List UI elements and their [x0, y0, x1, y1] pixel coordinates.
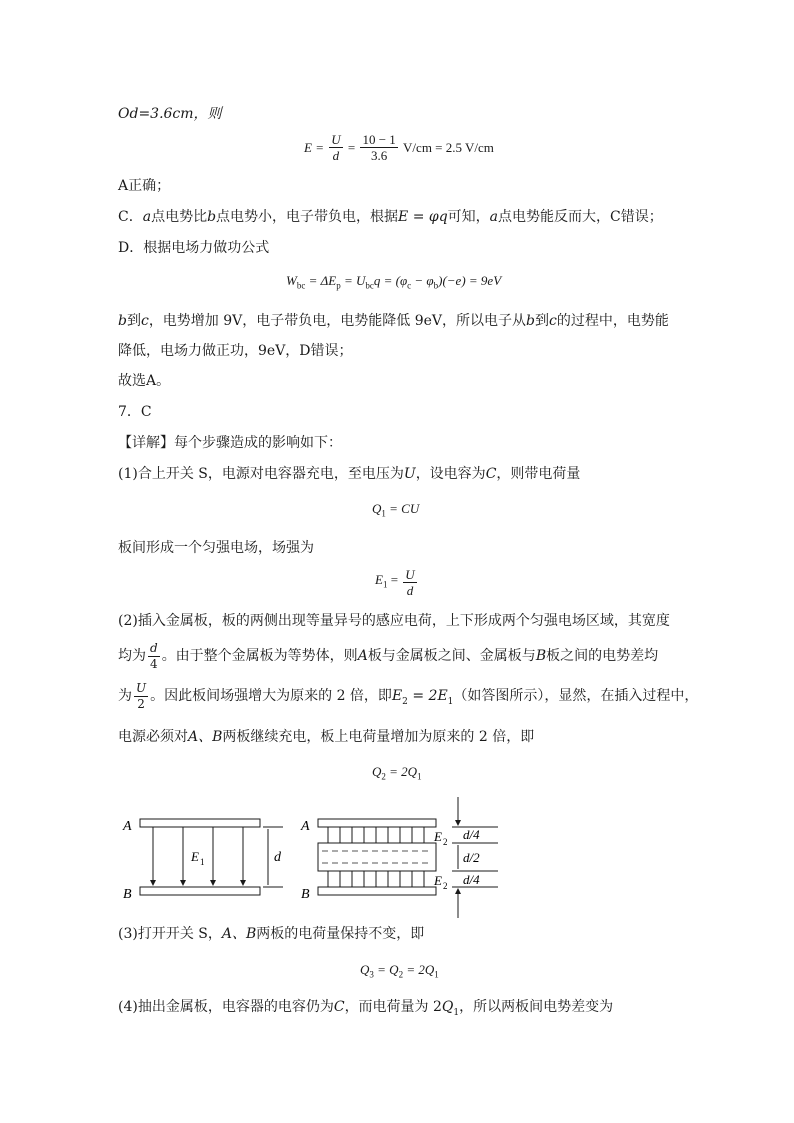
var-ab: A、B	[221, 926, 257, 942]
left-capacitor	[122, 819, 283, 902]
line-text: 【详解】每个步骤造成的影响如下：	[118, 435, 342, 451]
line-text: (4)抽出金属板，电容器的电容仍为	[118, 999, 334, 1015]
eq-part: E	[375, 572, 383, 588]
text-line-7	[118, 311, 669, 331]
text-line-8	[118, 341, 353, 361]
detail-heading	[118, 433, 342, 453]
equation-e1	[375, 567, 419, 598]
frac-num: U	[136, 680, 147, 695]
label-e1-sub: 1	[200, 857, 205, 867]
text-line-16	[118, 611, 670, 631]
line-text: ，设电容为	[415, 466, 486, 482]
fraction-values	[360, 132, 397, 163]
var-ab: A、B	[188, 729, 223, 745]
eq-part: = Q	[373, 962, 399, 977]
label-e2-top: E	[434, 829, 442, 844]
line-text: Od=3.6cm，则	[118, 106, 222, 122]
eq-sub: bc	[365, 280, 374, 291]
frac-num: 10 − 1	[362, 132, 396, 147]
eq-part: )(−e) = 9eV	[438, 273, 502, 288]
text-line-14	[118, 538, 314, 558]
var-q: Q	[441, 999, 454, 1015]
frac-num: d	[150, 640, 158, 655]
eq-part: = 2Q	[403, 962, 435, 977]
text-line-3	[118, 176, 170, 196]
line-text: (2)插入金属板，板的两侧出现等量异号的感应电荷，上下形成两个匀强电场区域，其宽度	[118, 613, 670, 629]
label-plate-b: B	[301, 887, 310, 902]
eq-part: = ΔE	[305, 273, 337, 288]
line-text: 7．C	[118, 404, 152, 420]
line-text: 点电势能反而大，C错误；	[498, 209, 663, 225]
eq-sub: 3	[369, 969, 374, 980]
eq-part: Q	[372, 501, 382, 516]
capacitor-figure	[118, 795, 518, 920]
text-line-18	[118, 680, 698, 712]
fraction-u-over-2	[134, 681, 148, 712]
line-text: （如答图所示），显然，在插入过程中，	[453, 688, 699, 704]
line-text: 板之间的电势差均	[546, 648, 659, 664]
line-text: A正确；	[118, 178, 171, 194]
line-text: 电源必须对	[118, 729, 188, 745]
eq-part: = U	[340, 273, 366, 288]
line-text: 板间形成一个匀强电场，场强为	[118, 540, 314, 556]
metal-slab	[318, 843, 436, 871]
eq-sub: 2	[398, 969, 404, 980]
label-d: d	[274, 850, 281, 865]
line-text: ，电势增加 9V，电子带负电，电势能降低 9eV，所以电子从	[148, 313, 527, 329]
eq-sub: 1	[453, 1007, 460, 1018]
text-line-5	[118, 238, 269, 258]
right-capacitor	[300, 797, 498, 918]
line-text: 两板的电荷量保持不变，即	[256, 926, 425, 942]
line-text: 两板继续充电，板上电荷量增加为原来的 2 倍，即	[222, 729, 535, 745]
answer-number	[118, 402, 152, 422]
line-text: 的过程中，电势能	[556, 313, 669, 329]
line-text: 可知，	[447, 209, 490, 225]
var-a: A	[357, 648, 368, 664]
fraction-u-over-d	[403, 567, 416, 598]
line-text: (1)合上开关 S，电源对电容器充电，至电压为	[118, 466, 404, 482]
plate-b	[140, 887, 260, 895]
eq-sub: c	[407, 280, 412, 291]
frac-num: U	[331, 132, 341, 147]
text-line-1	[118, 104, 222, 124]
eq-sub: 1	[447, 696, 454, 707]
frac-den: d	[406, 583, 414, 598]
inline-formula: E = φq	[398, 209, 448, 225]
eq-sub: b	[433, 280, 439, 291]
frac-den: 4	[150, 656, 158, 671]
var-b: b	[526, 313, 536, 329]
text-line-19	[118, 727, 534, 747]
text-line-21	[118, 924, 424, 944]
top-field-lines	[328, 827, 424, 843]
label-plate-a: A	[123, 819, 132, 834]
label-d-half: d/2	[463, 850, 480, 865]
eq-sub: 1	[381, 508, 386, 519]
line-text: 板与金属板之间、金属板与	[367, 648, 536, 664]
label-e2-bottom: E	[434, 873, 442, 888]
line-text: 点电势小，电子带负电，根据	[216, 209, 399, 225]
text-line-9	[118, 371, 170, 391]
eq-sub: 2	[402, 696, 408, 707]
text-line-17	[118, 640, 658, 672]
text-line-23	[118, 997, 613, 1023]
frac-den: 3.6	[371, 148, 388, 163]
equation-q1	[372, 500, 419, 523]
label-e2-bottom-sub: 2	[443, 881, 448, 891]
equation-field-strength	[304, 132, 494, 163]
label-e1: E	[191, 849, 199, 864]
line-text: 。由于整个金属板为等势体，则	[161, 648, 358, 664]
var-a: a	[142, 209, 152, 225]
fraction-d-over-4	[148, 641, 160, 672]
var-c: C	[333, 999, 345, 1015]
label-plate-b: B	[123, 887, 132, 902]
frac-den: d	[332, 148, 340, 163]
eq-sub: bc	[296, 280, 306, 291]
text-line-4	[118, 207, 663, 227]
var-b: b	[118, 313, 127, 329]
bottom-field-lines	[328, 871, 424, 887]
eq-sub: 1	[382, 579, 388, 590]
eq-sub: 1	[434, 969, 439, 980]
frac-den: 2	[137, 696, 145, 711]
plate-a	[140, 819, 260, 827]
line-text: 为	[118, 688, 132, 704]
label-plate-a: A	[301, 819, 310, 834]
line-text: 点电势比	[151, 209, 208, 225]
plate-b	[318, 887, 436, 895]
label-d-quarter-bottom: d/4	[463, 872, 480, 887]
line-text: ，所以两板间电势差变为	[459, 999, 614, 1015]
eq-part: Q	[372, 764, 382, 779]
eq-part: − φ	[411, 273, 434, 288]
equation-q3	[360, 961, 439, 984]
var-c: c	[140, 313, 149, 329]
line-text: (3)打开开关 S，	[118, 926, 222, 942]
eq-part: W	[286, 273, 297, 288]
var-c: C	[485, 466, 497, 482]
text-line-12	[118, 464, 580, 484]
eq-sub: p	[336, 280, 341, 291]
eq-part: E	[391, 688, 403, 704]
line-text: 到	[535, 313, 550, 329]
label-d-quarter-top: d/4	[463, 827, 480, 842]
eq-sub: 1	[417, 771, 422, 782]
var-b: B	[535, 648, 547, 664]
eq-part: q = (φ	[373, 273, 408, 288]
equation-work	[286, 272, 501, 295]
eq-part: Q	[360, 962, 370, 977]
eq-part: = 2Q	[385, 764, 418, 779]
line-text: C．	[118, 209, 143, 225]
label-e2-top-sub: 2	[443, 837, 448, 847]
eq-sign: =	[387, 572, 399, 588]
eq-part: = CU	[385, 501, 420, 516]
eq-sign: =	[347, 139, 356, 155]
line-text: 。因此板间场强增大为原来的 2 倍，即	[150, 688, 392, 704]
eq-part: = 2E	[407, 688, 448, 704]
eq-sub: 2	[381, 771, 386, 782]
equation-q2	[372, 763, 422, 786]
frac-num: U	[405, 567, 415, 582]
fraction-u-over-d	[329, 132, 342, 163]
var-a: a	[489, 209, 499, 225]
plate-a	[318, 819, 436, 827]
eq-lhs: E =	[304, 139, 324, 155]
line-text: ，则带电荷量	[496, 466, 581, 482]
line-text: 故选A。	[118, 373, 171, 389]
line-text: 降低，电场力做正功，9eV，D错误；	[118, 343, 353, 359]
line-text: ，而电荷量为 2	[344, 999, 442, 1015]
line-text: D．根据电场力做功公式	[118, 240, 270, 256]
line-text: 到	[126, 313, 141, 329]
line-text: 均为	[118, 648, 146, 664]
var-u: U	[403, 466, 416, 482]
eq-rhs: V/cm = 2.5 V/cm	[403, 139, 494, 155]
var-b: b	[207, 209, 217, 225]
var-c: c	[549, 313, 557, 329]
